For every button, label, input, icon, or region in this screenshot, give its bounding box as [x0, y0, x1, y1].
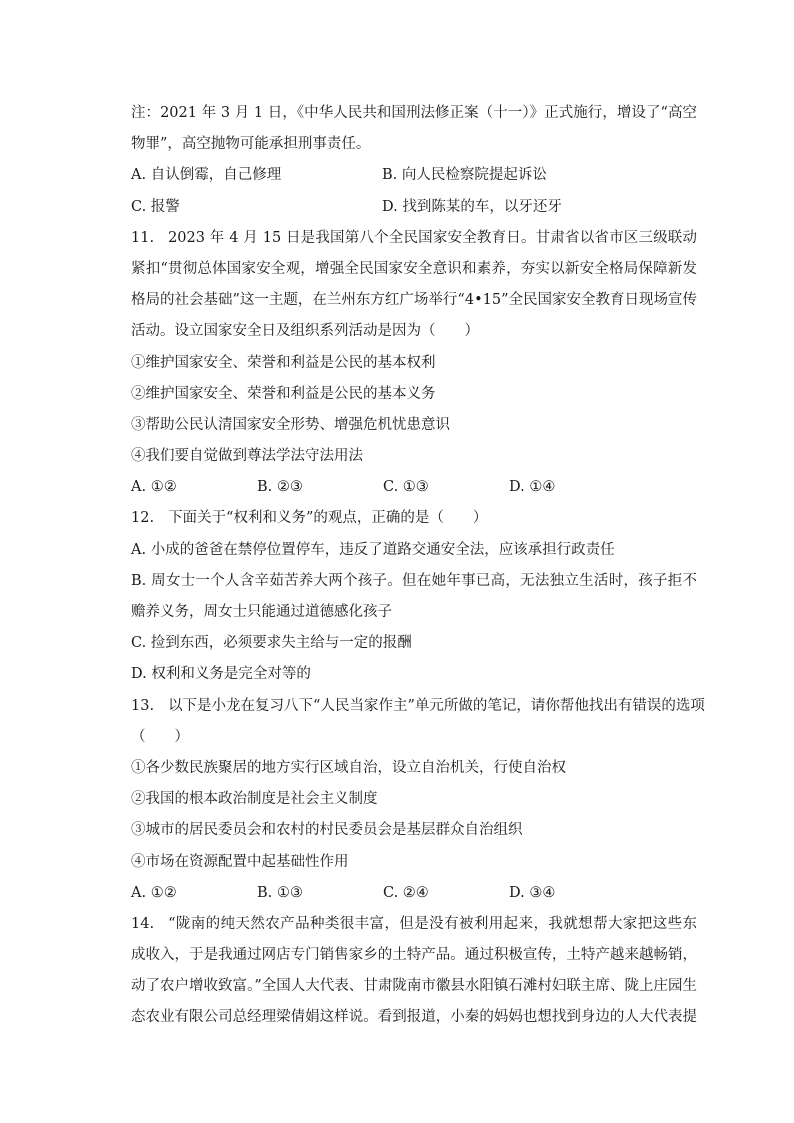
q13-stem: 13. 以下是小龙在复习八下“人民当家作主”单元所做的笔记，请你帮他找出有错误的选项 [131, 697, 705, 714]
q14-line-2: 成收入，于是我通过网店专门销售家乡的土特产品。通过积极宣传，土特产越来越畅销， [131, 947, 697, 964]
question-number: 11. [131, 229, 155, 246]
statement: ④我们要自觉做到尊法学法守法用法 [131, 448, 363, 465]
option-c: C. 捡到东西，必须要求失主给与一定的报酬 [131, 635, 412, 652]
options-row [131, 878, 697, 909]
option-b-line-1: B. 周女士一个人含辛茹苦养大两个孩子。但在她年事已高，无法独立生活时，孩子拒不 [131, 572, 697, 589]
option-c: C. ①③ [383, 479, 429, 496]
q13-stem-tail: （ ） [131, 728, 189, 745]
options-row [131, 160, 697, 191]
option-d: D. 权利和义务是完全对等的 [131, 666, 311, 683]
statement: ③城市的居民委员会和农村的村民委员会是基层群众自治组织 [131, 822, 523, 839]
option-b: B. 向人民检察院提起诉讼 [382, 167, 547, 184]
q14-line-3: 动了农户增收致富。”全国人大代表、甘肃陇南市徽县水阳镇石滩村妇联主席、陇上庄园生 [131, 978, 697, 995]
statement: ②维护国家安全、荣誉和利益是公民的基本义务 [131, 385, 436, 402]
option-d: D. 找到陈某的车，以牙还牙 [382, 198, 562, 215]
option-c: C. 报警 [131, 198, 180, 215]
note-line-2: 物罪”，高空抛物可能承担刑事责任。 [131, 136, 371, 153]
statement: ①维护国家安全、荣誉和利益是公民的基本权利 [131, 354, 436, 371]
q12-stem: 12. 下面关于“权利和义务”的观点，正确的是（ ） [131, 510, 488, 527]
option-a: A. ①② [131, 479, 177, 496]
option-a: A. ①② [131, 884, 177, 901]
options-row [131, 472, 697, 503]
note-line-1: 注：2021 年 3 月 1 日，《中华人民共和国刑法修正案（十一）》正式施行，增设了“高空 [131, 105, 697, 121]
document-body [131, 98, 705, 1034]
question-number: 13. [131, 697, 155, 714]
q14-line-4: 态农业有限公司总经理梁倩娟这样说。看到报道，小秦的妈妈也想找到身边的人大代表提 [131, 1009, 697, 1026]
q11-line-4: 活动。设立国家安全日及组织系列活动是因为（ ） [131, 323, 479, 340]
statement: ①各少数民族聚居的地方实行区域自治，设立自治机关，行使自治权 [131, 759, 566, 776]
q11-line-3: 格局的社会基础”这一主题，在兰州东方红广场举行“4•15”全民国家安全教育日现场宣传 [131, 292, 697, 309]
option-b: B. ①③ [257, 884, 303, 901]
option-d: D. ①④ [509, 479, 556, 496]
option-a: A. 自认倒霉，自己修理 [131, 167, 282, 184]
statement: ③帮助公民认清国家安全形势、增强危机忧患意识 [131, 416, 450, 433]
question-number: 14. [131, 915, 155, 932]
options-row [131, 192, 697, 223]
statement: ②我国的根本政治制度是社会主义制度 [131, 791, 378, 808]
statement: ④市场在资源配置中起基础性作用 [131, 853, 349, 870]
option-a: A. 小成的爸爸在禁停位置停车，违反了道路交通安全法，应该承担行政责任 [131, 541, 615, 558]
option-b-line-2: 赡养义务，周女士只能通过道德感化孩子 [131, 604, 392, 620]
q11-line-1: 11. 2023 年 4 月 15 日是我国第八个全民国家安全教育日。甘肃省以省市区三级联动 [131, 229, 697, 246]
option-b: B. ②③ [257, 479, 303, 496]
option-d: D. ③④ [509, 884, 556, 901]
q14-line-1: 14. “陇南的纯天然农产品种类很丰富，但是没有被利用起来，我就想帮大家把这些东 [131, 915, 697, 932]
q11-line-2: 紧扣“贯彻总体国家安全观，增强全民国家安全意识和素养，夯实以新安全格局保障新发 [131, 260, 697, 277]
question-number: 12. [131, 510, 155, 527]
option-c: C. ②④ [383, 884, 429, 901]
